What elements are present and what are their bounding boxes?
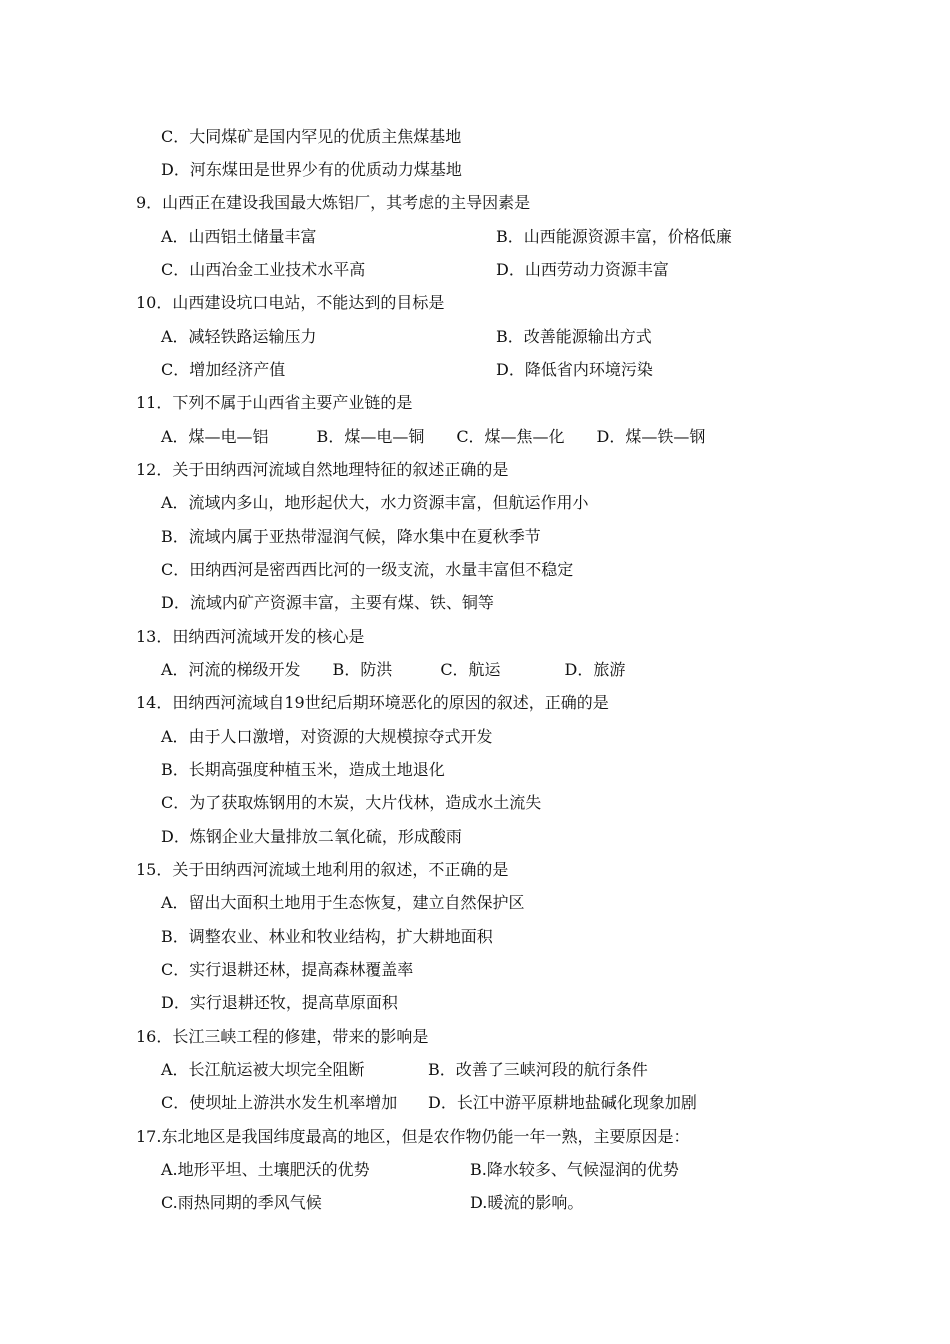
option-16b: B．改善了三峡河段的航行条件	[428, 1060, 648, 1079]
question-17: 17.东北地区是我国纬度最高的地区，但是农作物仍能一年一熟，主要原因是：	[136, 1127, 690, 1146]
option-12d: D．流域内矿产资源丰富，主要有煤、铁、铜等	[161, 593, 494, 612]
option-14d: D．炼钢企业大量排放二氧化硫，形成酸雨	[161, 827, 462, 846]
option-15a: A．留出大面积土地用于生态恢复，建立自然保护区	[161, 893, 525, 912]
option-15b: B．调整农业、林业和牧业结构，扩大耕地面积	[161, 927, 493, 946]
option-16c: C．使坝址上游洪水发生机率增加	[161, 1093, 398, 1112]
option-9b: B．山西能源资源丰富，价格低廉	[496, 227, 732, 246]
options-11: A．煤—电—铝 B．煤—电—铜 C．煤—焦—化 D．煤—铁—钢	[161, 427, 706, 446]
question-10: 10．山西建设坑口电站，不能达到的目标是	[136, 293, 445, 312]
question-13: 13．田纳西河流域开发的核心是	[136, 627, 365, 646]
option-8c: C．大同煤矿是国内罕见的优质主焦煤基地	[161, 127, 462, 146]
question-11: 11．下列不属于山西省主要产业链的是	[136, 393, 413, 412]
option-12a: A．流域内多山，地形起伏大，水力资源丰富，但航运作用小	[161, 493, 589, 512]
option-17a: A.地形平坦、土壤肥沃的优势	[161, 1160, 370, 1179]
option-16a: A．长江航运被大坝完全阻断	[161, 1060, 365, 1079]
option-10d: D．降低省内环境污染	[496, 360, 653, 379]
option-16d: D．长江中游平原耕地盐碱化现象加剧	[428, 1093, 697, 1112]
option-8d: D．河东煤田是世界少有的优质动力煤基地	[161, 160, 462, 179]
option-10b: B．改善能源输出方式	[496, 327, 652, 346]
option-17d: D.暖流的影响。	[470, 1193, 584, 1212]
option-17b: B.降水较多、气候湿润的优势	[470, 1160, 679, 1179]
option-17c: C.雨热同期的季风气候	[161, 1193, 322, 1212]
options-13: A．河流的梯级开发 B．防洪 C．航运 D．旅游	[161, 660, 626, 679]
option-10a: A．减轻铁路运输压力	[161, 327, 317, 346]
option-15d: D．实行退耕还牧，提高草原面积	[161, 993, 398, 1012]
question-15: 15．关于田纳西河流域土地利用的叙述，不正确的是	[136, 860, 509, 879]
option-15c: C．实行退耕还林，提高森林覆盖率	[161, 960, 414, 979]
option-14c: C．为了获取炼钢用的木炭，大片伐林，造成水土流失	[161, 793, 542, 812]
question-16: 16．长江三峡工程的修建，带来的影响是	[136, 1027, 429, 1046]
option-9a: A．山西铝土储量丰富	[161, 227, 317, 246]
option-9c: C．山西冶金工业技术水平高	[161, 260, 366, 279]
question-12: 12．关于田纳西河流域自然地理特征的叙述正确的是	[136, 460, 509, 479]
option-10c: C．增加经济产值	[161, 360, 286, 379]
option-12b: B．流域内属于亚热带湿润气候，降水集中在夏秋季节	[161, 527, 541, 546]
question-14: 14．田纳西河流域自19世纪后期环境恶化的原因的叙述，正确的是	[136, 693, 609, 712]
option-14b: B．长期高强度种植玉米，造成土地退化	[161, 760, 445, 779]
option-9d: D．山西劳动力资源丰富	[496, 260, 669, 279]
option-14a: A．由于人口激增，对资源的大规模掠夺式开发	[161, 727, 493, 746]
option-12c: C．田纳西河是密西西比河的一级支流，水量丰富但不稳定	[161, 560, 574, 579]
question-9: 9．山西正在建设我国最大炼铝厂，其考虑的主导因素是	[136, 193, 531, 212]
